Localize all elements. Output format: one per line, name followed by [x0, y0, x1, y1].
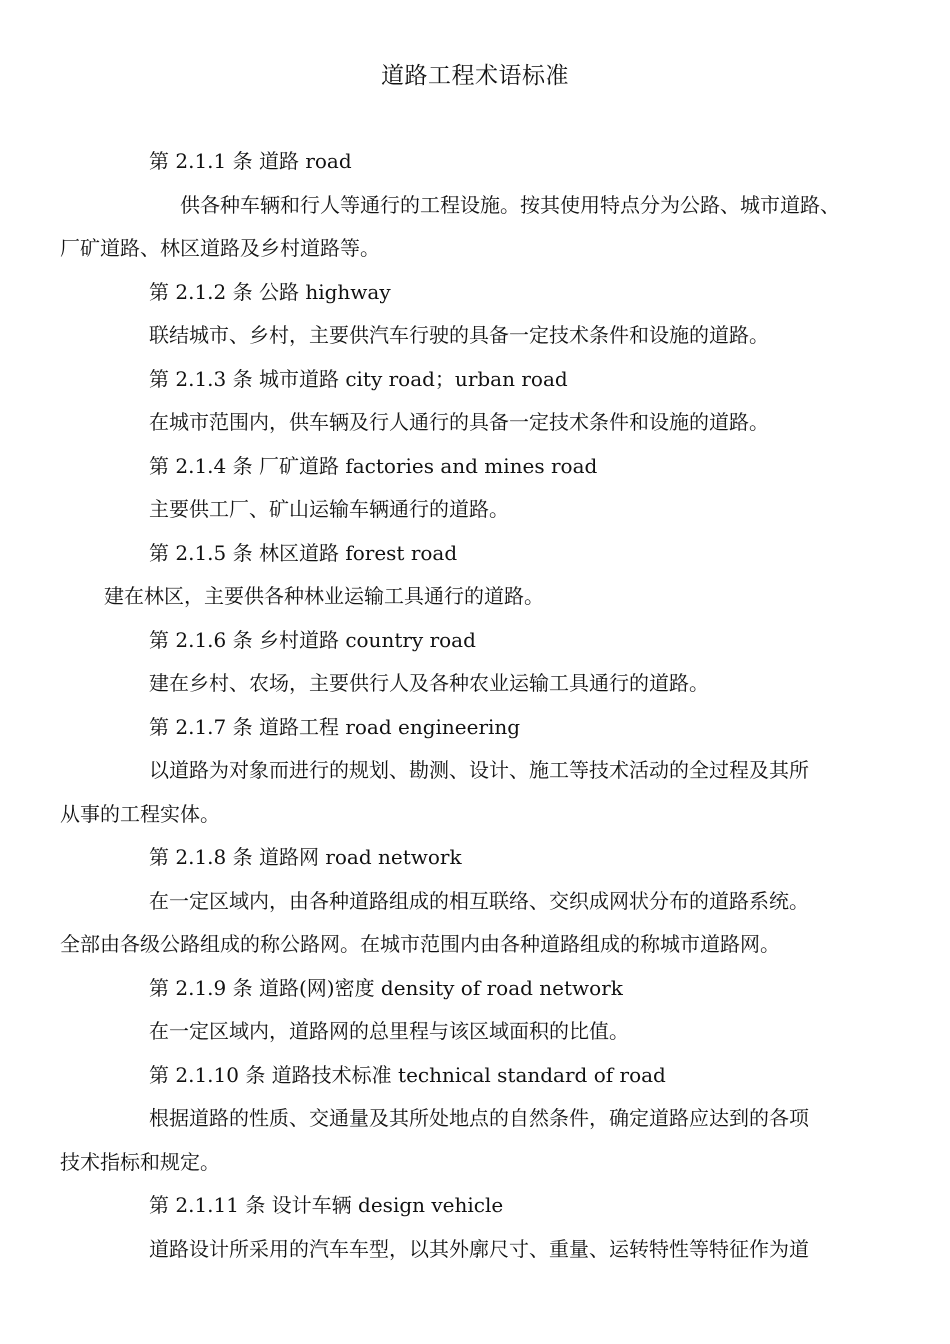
clause-heading: 第 2.1.11 条 设计车辆 design vehicle	[149, 1193, 504, 1217]
clause-heading: 第 2.1.8 条 道路网 road network	[149, 845, 462, 869]
body-text-line: 供各种车辆和行人等通行的工程设施。按其使用特点分为公路、城市道路、	[180, 192, 840, 217]
clause-heading: 第 2.1.4 条 厂矿道路 factories and mines road	[149, 453, 598, 478]
body-text-line: 联结城市、乡村，主要供汽车行驶的具备一定技术条件和设施的道路。	[149, 323, 769, 347]
body-text-line: 建在乡村、农场，主要供行人及各种农业运输工具通行的道路。	[149, 671, 709, 695]
body-text-line: 道路设计所采用的汽车车型，以其外廓尺寸、重量、运转特性等特征作为道	[149, 1236, 809, 1261]
body-text-line: 在一定区域内，由各种道路组成的相互联络、交织成网状分布的道路系统。	[149, 888, 809, 913]
document-body	[60, 140, 894, 1271]
body-text-line: 技术指标和规定。	[60, 1149, 220, 1174]
body-text-line: 厂矿道路、林区道路及乡村道路等。	[60, 236, 380, 260]
clause-heading: 第 2.1.7 条 道路工程 road engineering	[149, 714, 521, 739]
clause-heading: 第 2.1.3 条 城市道路 city road；urban road	[149, 366, 568, 391]
clause-heading: 第 2.1.5 条 林区道路 forest road	[149, 540, 458, 565]
clause-heading: 第 2.1.6 条 乡村道路 country road	[149, 627, 476, 652]
body-text-line: 全部由各级公路组成的称公路网。在城市范围内由各种道路组成的称城市道路网。	[60, 932, 780, 956]
body-text-line: 以道路为对象而进行的规划、勘测、设计、施工等技术活动的全过程及其所	[149, 758, 809, 782]
clause-heading: 第 2.1.1 条 道路 road	[149, 149, 352, 173]
clause-heading: 第 2.1.2 条 公路 highway	[149, 279, 391, 304]
clause-heading: 第 2.1.9 条 道路(网)密度 density of road network	[149, 975, 623, 1000]
body-text-line: 建在林区，主要供各种林业运输工具通行的道路。	[104, 584, 544, 608]
body-text-line: 从事的工程实体。	[60, 801, 220, 826]
page-title: 道路工程术语标准	[381, 63, 569, 89]
clause-heading: 第 2.1.10 条 道路技术标准 technical standard of road	[149, 1062, 666, 1087]
body-text-line: 在城市范围内，供车辆及行人通行的具备一定技术条件和设施的道路。	[149, 410, 769, 434]
body-text-line: 根据道路的性质、交通量及其所处地点的自然条件，确定道路应达到的各项	[149, 1106, 809, 1130]
body-text-line: 在一定区域内，道路网的总里程与该区域面积的比值。	[149, 1019, 629, 1043]
body-text-line: 主要供工厂、矿山运输车辆通行的道路。	[149, 497, 509, 521]
